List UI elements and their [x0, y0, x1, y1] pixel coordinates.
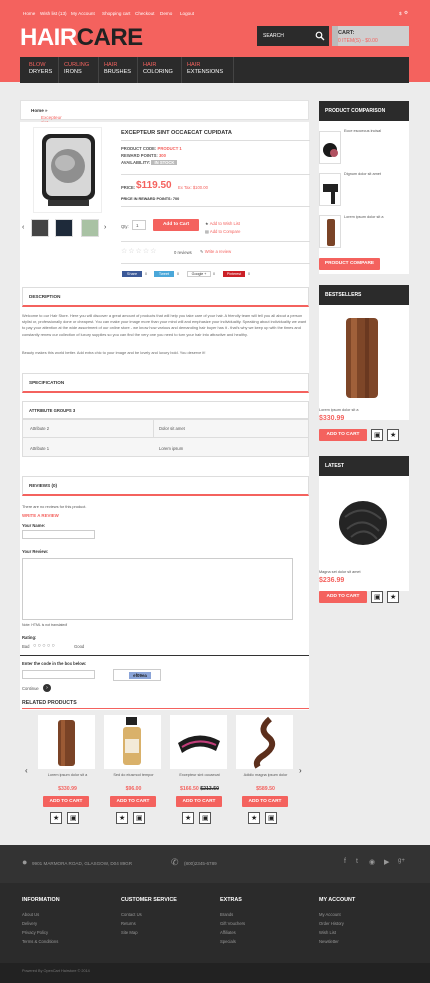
footer-col-heading: MY ACCOUNT — [319, 897, 356, 903]
hair-extension-image — [38, 715, 95, 769]
bestseller-image[interactable] — [319, 314, 409, 402]
breadcrumb-current: Excepteur — [41, 115, 62, 120]
divider — [121, 174, 310, 175]
facebook-share-button[interactable]: Share — [122, 271, 142, 277]
nav-label-b: EXTENSIONS — [187, 68, 224, 75]
related-product-image[interactable] — [236, 715, 293, 769]
nav-item-hair-extensions[interactable] — [187, 62, 223, 75]
hair-extension-image — [320, 216, 342, 249]
footer-link[interactable]: Delivery — [22, 921, 38, 926]
related-price — [106, 786, 161, 792]
google-share-button[interactable]: Google + — [187, 271, 211, 277]
compare-icon[interactable]: ▣ — [371, 429, 383, 441]
footer-link[interactable]: Specials — [220, 939, 236, 944]
footer-link[interactable]: My Account — [319, 912, 341, 917]
footer-col-heading: INFORMATION — [22, 897, 60, 903]
name-input[interactable] — [22, 530, 95, 539]
comparison-header: PRODUCT COMPARISON — [319, 101, 409, 121]
description-text-1: Welcome to our Hair Store. Here you will discover a great amount of products that will help you take care of your hair. A friendly team will tell you all about a person stylist or, professionally done or cheapest. You can make your image more than your mind will and emphasize your individuality. Speaking about individuality we want to pay your attention at the wide assortment of our online store - we know how various and demanding hair buyer has it - that's why we keep up with the times and constantly renew our collection of luxury supplies so you can find the very one you need to turn your hair into attractive and healthy. — [22, 313, 307, 337]
related-name[interactable]: Lorem ipsum dolor sit a — [47, 773, 88, 777]
thumb-2[interactable] — [55, 219, 73, 237]
nav-label-a: BLOW — [29, 62, 46, 68]
write-review-label: Write a review — [204, 249, 232, 254]
divider — [121, 263, 310, 264]
product-code-row — [121, 146, 182, 151]
latest-price — [319, 577, 344, 584]
logo[interactable] — [20, 26, 143, 50]
nav-label-a: HAIR — [187, 62, 201, 68]
description-tab[interactable]: DESCRIPTION — [22, 287, 309, 307]
thumb-3[interactable] — [81, 219, 99, 237]
top-link-home[interactable]: Home — [23, 11, 36, 16]
compare-icon[interactable]: ▣ — [199, 812, 211, 824]
footer-link[interactable]: Site Map — [121, 930, 138, 935]
top-bar — [0, 0, 430, 22]
nav-label-a: CURLING — [64, 62, 90, 68]
bestseller-price — [319, 415, 344, 422]
nav-label-b: IRONS — [64, 68, 82, 75]
thumb-next-icon[interactable]: › — [104, 224, 107, 231]
price-label: PRICE: — [121, 185, 136, 190]
spec-value: Lorem ipsum — [159, 446, 184, 451]
rss-icon[interactable]: ◉ — [369, 859, 376, 866]
share-count: 0 — [248, 272, 250, 276]
footer — [0, 883, 430, 965]
product-title: EXCEPTEUR SINT OCCAECAT CUPIDATA — [121, 130, 232, 136]
compare-item-name[interactable]: Ecce esocecus incisal — [344, 129, 382, 133]
divider — [22, 708, 309, 709]
footer-address: 9901 MARMORA ROAD, GLASGOW, D04 89GR — [32, 861, 133, 866]
related-product-image[interactable] — [104, 715, 161, 769]
divider — [121, 140, 310, 141]
related-add-to-cart-button[interactable]: ADD TO CART — [110, 796, 156, 807]
price-value: $119.50 — [136, 180, 172, 191]
bottle-image — [104, 715, 161, 769]
specification-tab[interactable]: SPECIFICATION — [22, 373, 309, 393]
rating-radios[interactable]: ○○○○○ — [33, 643, 57, 649]
logo-part-b: CARE — [76, 24, 143, 51]
product-compare-button[interactable]: PRODUCT COMPARE — [319, 258, 380, 270]
compare-icon: ▤ — [205, 229, 209, 234]
carousel-prev-icon[interactable]: ‹ — [25, 766, 28, 775]
add-to-cart-button[interactable]: Add to Cart — [153, 219, 199, 231]
no-reviews-text: There are no reviews for this product. — [22, 504, 87, 509]
related-product-image[interactable] — [38, 715, 95, 769]
related-product-image[interactable] — [170, 715, 227, 769]
cart-value: 0 ITEM(S) - $0.00 — [338, 38, 378, 44]
points-label: REWARD POINTS: — [121, 153, 158, 158]
availability-row — [121, 160, 177, 165]
breadcrumb-sep: » — [45, 108, 48, 113]
top-link-account[interactable]: My Account — [71, 11, 95, 16]
rating-stars: ☆☆☆☆☆ — [121, 248, 158, 255]
captcha-text: ef09ea — [129, 672, 151, 679]
nav-divider — [58, 57, 59, 83]
breadcrumb — [20, 100, 309, 120]
search-icon[interactable] — [315, 31, 325, 41]
twitter-icon[interactable]: t — [356, 858, 358, 865]
spec-attr: Attribute 2 — [30, 426, 50, 431]
description-text-2: Beauty makes this world better. Add extra chic to your image and be lovely and luxury bold. You deserve it! — [22, 350, 206, 355]
cart-widget[interactable] — [332, 26, 409, 46]
bestseller-name[interactable]: Lorem ipsum dolor sit a — [319, 408, 359, 412]
bestseller-add-to-cart-button[interactable]: ADD TO CART — [319, 429, 367, 441]
youtube-icon[interactable]: ▶ — [384, 859, 390, 866]
price-value: $330.99 — [58, 786, 77, 792]
map-pin-icon: ● — [22, 857, 28, 867]
facebook-icon[interactable]: f — [344, 858, 346, 865]
footer-link[interactable]: Gift Vouchers — [220, 921, 246, 926]
footer-link[interactable]: Order History — [319, 921, 344, 926]
divider — [20, 655, 309, 656]
reward-points-row — [121, 153, 166, 158]
rating-label: Rating: — [22, 635, 37, 640]
nav-divider — [181, 57, 182, 83]
nav-label-a: HAIR — [104, 62, 118, 68]
captcha-input[interactable] — [22, 670, 95, 679]
top-link-demo[interactable]: Demo — [160, 11, 173, 16]
qty-input[interactable]: 1 — [132, 220, 146, 230]
pinterest-share-button[interactable]: Pinterest — [223, 271, 245, 277]
nav-item-curling-irons[interactable] — [64, 62, 89, 75]
related-name[interactable]: Sed do eiusmod tempor — [113, 773, 154, 777]
related-heading: RELATED PRODUCTS — [22, 700, 77, 706]
nav-divider — [137, 57, 138, 83]
related-name[interactable]: Excepteur sint occaecat — [179, 773, 220, 777]
points-value: 300 — [158, 153, 166, 158]
hair-extension-image — [319, 314, 409, 402]
stock-badge: IN STOCK — [151, 160, 177, 165]
html-note: Note: HTML is not translated! — [22, 623, 68, 627]
wishlist-icon[interactable]: ★ — [182, 812, 194, 824]
related-name[interactable]: Adidic magna ipsum dolor — [243, 773, 288, 777]
search-box[interactable] — [257, 26, 329, 46]
wishlist-link[interactable] — [205, 221, 240, 226]
related-add-to-cart-button[interactable]: ADD TO CART — [242, 796, 288, 807]
nav-divider — [98, 57, 99, 83]
compare-thumb[interactable] — [319, 131, 341, 164]
price-value: $330.99 — [319, 415, 345, 422]
old-price: $213.50 — [200, 786, 219, 792]
price-value: $236.99 — [319, 577, 345, 584]
price-value: $166.50 — [180, 786, 199, 792]
top-link-logout[interactable]: Logout — [180, 11, 195, 16]
footer-link[interactable]: Contact Us — [121, 912, 142, 917]
review-textarea[interactable] — [22, 558, 293, 620]
spec-attr: Attribute 1 — [30, 446, 50, 451]
reviews-count[interactable]: 0 reviews — [174, 250, 192, 255]
top-link-wishlist[interactable]: Wish list (13) — [40, 11, 67, 16]
footer-col-heading: EXTRAS — [220, 897, 242, 903]
captcha-label: Enter the code in the box below: — [22, 661, 87, 666]
nav-label-b: DRYERS — [29, 68, 53, 75]
nav-item-hair-coloring[interactable] — [143, 62, 173, 75]
product-price — [136, 180, 172, 191]
code-label: PRODUCT CODE: — [121, 146, 157, 151]
footer-bottom — [0, 963, 430, 983]
copyright: Powered By OpenCart Hairstore © 2014 — [22, 969, 90, 973]
latest-add-to-cart-button[interactable]: ADD TO CART — [319, 591, 367, 603]
footer-link[interactable]: Newsletter — [319, 939, 339, 944]
nav-label-b: BRUSHES — [104, 68, 132, 75]
related-price — [238, 786, 293, 792]
related-price — [172, 786, 227, 792]
compare-thumb[interactable] — [319, 173, 341, 206]
write-review-heading: WRITE A REVIEW — [22, 513, 59, 518]
share-count: 0 — [213, 272, 215, 276]
price-value: $589.50 — [256, 786, 275, 792]
google-plus-icon[interactable]: g+ — [398, 858, 405, 864]
nav-item-blow-dryers[interactable] — [29, 62, 52, 75]
search-placeholder: SEARCH — [263, 33, 284, 39]
footer-phone: (800)2345-6789 — [184, 861, 217, 866]
currency-switch[interactable]: $ — [399, 11, 402, 16]
product-photo — [34, 128, 103, 214]
compare-label: Add to Compare — [209, 229, 241, 234]
footer-link[interactable]: About Us — [22, 912, 40, 917]
share-count: 0 — [177, 272, 179, 276]
wishlist-icon[interactable]: ★ — [116, 812, 128, 824]
footer-link[interactable]: Terms & Conditions — [22, 939, 59, 944]
hair-clip-image — [170, 715, 227, 769]
divider — [121, 241, 310, 242]
footer-link[interactable]: Returns — [121, 921, 136, 926]
thumb-prev-icon[interactable]: ‹ — [22, 224, 25, 231]
compare-thumb[interactable] — [319, 215, 341, 248]
reward-price: PRICE IN REWARD POINTS: 700 — [121, 197, 180, 201]
ex-tax: Ex Tax: $100.00 — [178, 185, 208, 190]
wishlist-icon[interactable]: ★ — [50, 812, 62, 824]
latest-name[interactable]: Magna set dolor sit amet — [319, 570, 361, 574]
thumb-1[interactable] — [31, 219, 49, 237]
wishlist-icon[interactable]: ★ — [387, 591, 399, 603]
arrow-right-icon[interactable]: › — [43, 684, 51, 692]
nav-item-hair-brushes[interactable] — [104, 62, 131, 75]
product-main-image[interactable] — [33, 127, 102, 213]
spec-group-header: ATTRIBUTE GROUPS 3 — [22, 401, 309, 419]
latest-header: LATEST — [319, 456, 409, 476]
breadcrumb-text — [31, 108, 62, 120]
wishlist-label: Add to Wish List — [209, 221, 240, 226]
continue-link[interactable]: Continue — [22, 686, 39, 691]
top-link-cart[interactable]: Shopping cart — [102, 11, 131, 16]
related-add-to-cart-button[interactable]: ADD TO CART — [176, 796, 222, 807]
related-add-to-cart-button[interactable]: ADD TO CART — [43, 796, 89, 807]
nav-label-a: HAIR — [143, 62, 157, 68]
compare-icon[interactable]: ▣ — [371, 591, 383, 603]
cart-label: CART: — [338, 30, 355, 36]
spec-value: Dolor sit amet — [159, 426, 185, 431]
compare-item-name[interactable]: Dignum dolor sit amet — [344, 172, 381, 176]
divider — [121, 206, 310, 207]
footer-link[interactable]: Privacy Policy — [22, 930, 49, 935]
captcha-image — [113, 669, 161, 681]
pencil-icon: ✎ — [200, 249, 204, 254]
price-value: $96.00 — [125, 786, 142, 792]
rating-good-label: Good — [74, 644, 85, 649]
rating-bad-label: Bad — [22, 644, 30, 649]
nav-label-b: COLORING — [143, 68, 173, 75]
share-count: 0 — [145, 272, 147, 276]
star-icon: ★ — [205, 221, 209, 226]
logo-part-a: HAIR — [20, 24, 77, 51]
hair-bun-image — [319, 481, 409, 566]
compare-icon[interactable]: ▣ — [265, 812, 277, 824]
reviews-tab[interactable]: REVIEWS (0) — [22, 476, 309, 496]
bestsellers-header: BESTSELLERS — [319, 285, 409, 305]
review-label: Your Review: — [22, 549, 49, 554]
top-link-checkout[interactable]: Checkout — [135, 11, 155, 16]
nav-divider — [233, 57, 234, 83]
avail-label: AVAILABILITY: — [121, 160, 151, 165]
related-price — [40, 786, 95, 792]
compare-link[interactable] — [205, 229, 240, 234]
code-value: PRODUCT 1 — [157, 146, 182, 151]
hair-dryer-image — [320, 174, 342, 207]
gear-icon[interactable]: ⚙ — [404, 10, 409, 15]
compare-icon[interactable]: ▣ — [67, 812, 79, 824]
breadcrumb-home[interactable]: Home — [31, 108, 44, 113]
footer-link[interactable]: Affiliates — [220, 930, 236, 935]
carousel-next-icon[interactable]: › — [299, 766, 302, 775]
rating-row — [22, 644, 29, 649]
latest-image[interactable] — [319, 481, 409, 566]
hair-braid-image — [236, 715, 293, 769]
compact-image — [320, 132, 342, 165]
wishlist-icon[interactable]: ★ — [248, 812, 260, 824]
compare-item-name[interactable]: Lorem ipsum dolor sit a — [344, 215, 384, 219]
phone-icon: ✆ — [171, 857, 179, 867]
compare-icon[interactable]: ▣ — [133, 812, 145, 824]
footer-link[interactable]: Wish List — [319, 930, 336, 935]
name-label: Your Name: — [22, 523, 46, 528]
wishlist-icon[interactable]: ★ — [387, 429, 399, 441]
write-review-link[interactable] — [200, 249, 231, 254]
twitter-share-button[interactable]: Tweet — [154, 271, 174, 277]
footer-link[interactable]: Brands — [220, 912, 234, 917]
footer-col-heading: CUSTOMER SERVICE — [121, 897, 177, 903]
qty-label: Qty: — [121, 224, 129, 229]
